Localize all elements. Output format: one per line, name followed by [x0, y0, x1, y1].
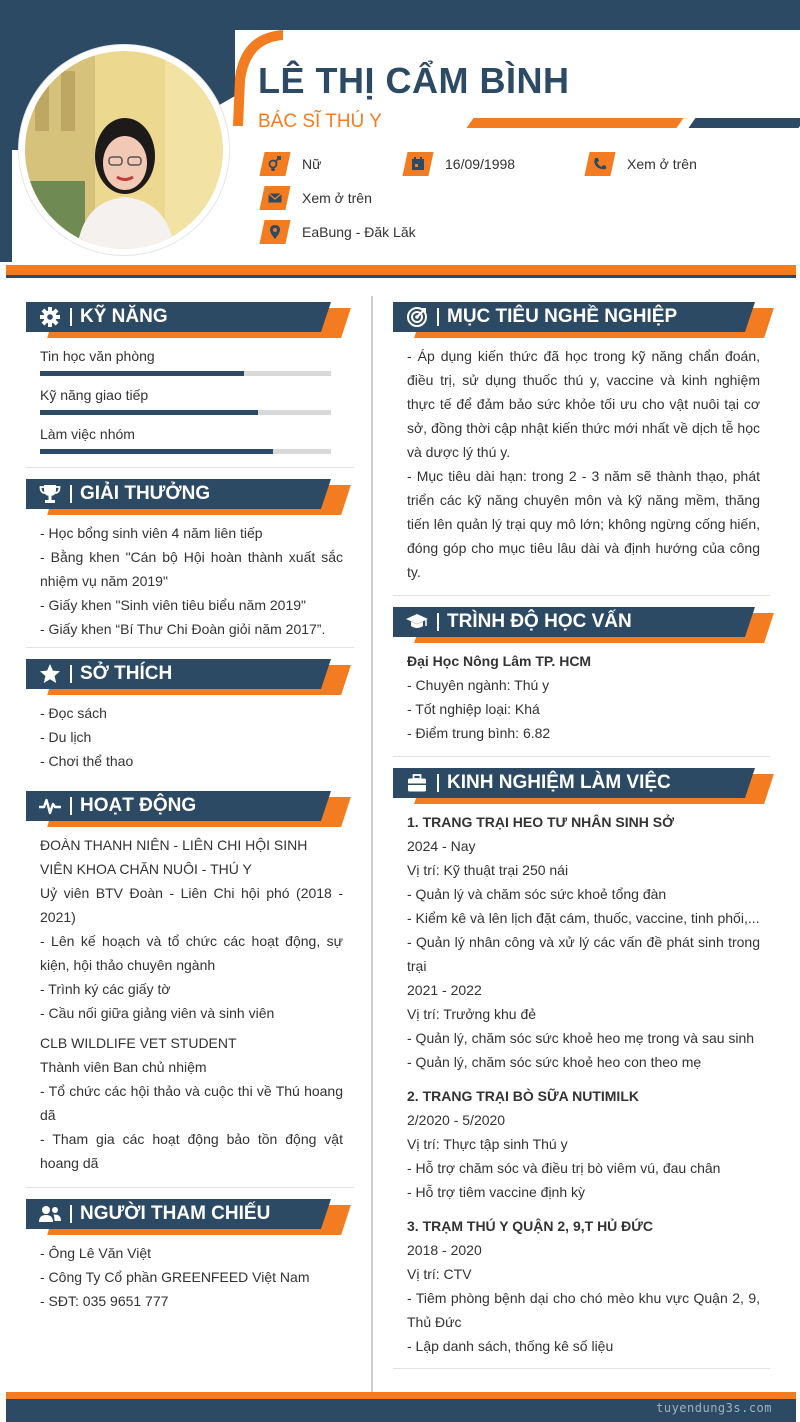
- school-name: Đại Học Nông Lâm TP. HCM: [407, 653, 592, 669]
- section-references-header: [26, 1199, 346, 1235]
- list-item: 2021 - 2022: [407, 982, 482, 998]
- separator: [26, 1187, 354, 1188]
- skill-label: Làm việc nhóm: [40, 426, 135, 442]
- skill-bar: [40, 410, 331, 415]
- references-title: NGƯỜI THAM CHIẾU: [80, 1203, 271, 1224]
- skills-title: KỸ NĂNG: [80, 306, 168, 327]
- gender-icon: [259, 152, 290, 176]
- section-objective-header: [393, 302, 773, 338]
- section-awards-header: [26, 479, 346, 515]
- list-item: - Công Ty Cổ phần GREENFEED Việt Nam: [40, 1269, 310, 1285]
- list-item: - Lên kế hoạch và tổ chức các hoạt động, sự kiện, hội thảo chuyên ngành: [40, 933, 343, 973]
- users-icon: [38, 1202, 62, 1226]
- footer-stripe-orange: [6, 1392, 796, 1399]
- address-value: EaBung - Đăk Lăk: [302, 224, 416, 240]
- hobbies-title: SỞ THÍCH: [80, 663, 173, 684]
- separator: [26, 647, 354, 648]
- header-stripe-orange: [6, 265, 796, 275]
- separator: [393, 756, 770, 757]
- skill-label: Tin học văn phòng: [40, 348, 155, 364]
- hobbies-list: [40, 701, 343, 773]
- education-title: TRÌNH ĐỘ HỌC VẤN: [447, 611, 632, 632]
- section-skills-header: [26, 302, 346, 338]
- list-item: Uỷ viên BTV Đoàn - Liên Chi hội phó (2018 - 2021): [40, 885, 343, 925]
- section-education-header: [393, 607, 773, 643]
- section-activities-header: [26, 791, 346, 827]
- list-item: Thành viên Ban chủ nhiệm: [40, 1059, 207, 1075]
- activity-org: CLB WILDLIFE VET STUDENT: [40, 1035, 237, 1051]
- list-item: - Quản lý nhân công và xử lý các vấn đề phát sinh trong trại: [407, 934, 760, 974]
- trophy-icon: [38, 482, 62, 506]
- objective-title: MỤC TIÊU NGHỀ NGHIỆP: [447, 306, 678, 327]
- awards-title: GIẢI THƯỞNG: [80, 483, 211, 504]
- activities-title: HOẠT ĐỘNG: [80, 795, 197, 816]
- watermark: tuyendung3s.com: [656, 1401, 772, 1415]
- list-item: - Lập danh sách, thống kê số liệu: [407, 1338, 614, 1354]
- briefcase-icon: [405, 771, 429, 795]
- list-item: Vị trí: Kỹ thuật trại 250 nái: [407, 862, 569, 878]
- candidate-name: LÊ THỊ CẨM BÌNH: [258, 60, 570, 101]
- list-item: - Chơi thể thao: [40, 753, 134, 769]
- skill-bar: [40, 449, 331, 454]
- activity-org: ĐOÀN THANH NIÊN - LIÊN CHI HỘI SINH VIÊN KHOA CHĂN NUÔI - THÚ Y: [40, 837, 308, 877]
- list-item: Vị trí: CTV: [407, 1266, 472, 1282]
- list-item: - Tốt nghiệp loại: Khá: [407, 701, 540, 717]
- paragraph: - Mục tiêu dài hạn: trong 2 - 3 năm sẽ thành thạo, phát triển các kỹ năng chuyên môn và kỹ năng mềm, thăng tiến lên quản lý trại quy mô lớn; không ngừng cống hiến, đóng góp cho mục tiêu lâu dài và định hướng của công ty.: [407, 468, 760, 580]
- list-item: - Giấy khen "Sinh viên tiêu biểu năm 2019": [40, 597, 306, 613]
- list-item: Vị trí: Trưởng khu đẻ: [407, 1006, 537, 1022]
- list-item: - Bằng khen "Cán bộ Hội hoàn thành xuất sắc nhiệm vụ năm 2019": [40, 549, 343, 589]
- list-item: Vị trí: Thực tập sinh Thú y: [407, 1136, 568, 1152]
- phone-value: Xem ở trên: [627, 156, 697, 172]
- list-item: - Cầu nối giữa giảng viên và sinh viên: [40, 1005, 275, 1021]
- job-title: BÁC SĨ THÚ Y: [258, 111, 382, 132]
- gear-icon: [38, 305, 62, 329]
- gender-value: Nữ: [302, 156, 322, 172]
- phone-icon: [584, 152, 615, 176]
- target-icon: [405, 305, 429, 329]
- list-item: - Trình ký các giấy tờ: [40, 981, 171, 997]
- list-item: - Quản lý, chăm sóc sức khoẻ heo mẹ trong và sau sinh: [407, 1030, 755, 1046]
- header-stripe-navy: [6, 275, 796, 278]
- list-item: - Ông Lê Văn Việt: [40, 1245, 152, 1261]
- references-list: [40, 1241, 343, 1313]
- header-accent-navy: [688, 118, 800, 128]
- calendar-icon: [402, 152, 433, 176]
- list-item: - Quản lý, chăm sóc sức khoẻ heo con theo mẹ: [407, 1054, 702, 1070]
- separator: [393, 595, 770, 596]
- education-details: [407, 649, 760, 745]
- separator: [393, 1368, 770, 1369]
- list-item: 2018 - 2020: [407, 1242, 482, 1258]
- skill-bar: [40, 371, 331, 376]
- list-item: - Học bổng sinh viên 4 năm liên tiếp: [40, 525, 263, 541]
- skill-label: Kỹ năng giao tiếp: [40, 387, 149, 403]
- experience-title: KINH NGHIỆM LÀM VIỆC: [447, 772, 671, 793]
- column-divider: [371, 296, 373, 1398]
- list-item: 2/2020 - 5/2020: [407, 1112, 506, 1128]
- info-birthday: [405, 152, 515, 176]
- section-hobbies-header: [26, 659, 346, 695]
- company-name: 1. TRANG TRẠI HEO TƯ NHÂN SINH SỞ: [407, 814, 675, 830]
- avatar: [19, 45, 229, 255]
- info-email: [262, 186, 372, 210]
- paragraph: - Áp dụng kiến thức đã học trong kỹ năng chẩn đoán, điều trị, sử dụng thuốc thú y, vaccine và kinh nghiệm thực tế để đảm bảo sức khỏe tối ưu cho vật nuôi tại cơ sở, đồng thời cập nhật kiến thức mới nhất về dịch tễ học và dược lý thú y.: [407, 348, 760, 460]
- list-item: - SĐT: 035 9651 777: [40, 1293, 169, 1309]
- skill-bar-fill: [40, 449, 273, 454]
- list-item: - Hỗ trợ tiêm vaccine định kỳ: [407, 1184, 586, 1200]
- info-address: [262, 220, 416, 244]
- info-gender: [262, 152, 321, 176]
- separator: [26, 467, 354, 468]
- email-icon: [259, 186, 290, 210]
- list-item: - Chuyên ngành: Thú y: [407, 677, 550, 693]
- header-accent-orange: [466, 118, 683, 128]
- awards-list: [40, 521, 343, 641]
- experience-list: [407, 810, 760, 1358]
- email-value: Xem ở trên: [302, 190, 372, 206]
- list-item: - Du lịch: [40, 729, 92, 745]
- company-name: 2. TRANG TRẠI BÒ SỮA NUTIMILK: [407, 1088, 639, 1104]
- graduation-cap-icon: [405, 610, 429, 634]
- header-top-band: [0, 0, 800, 30]
- location-icon: [259, 220, 290, 244]
- objective-text: [407, 344, 760, 584]
- list-item: - Kiểm kê và lên lịch đặt cám, thuốc, vaccine, tinh phối,...: [407, 910, 760, 926]
- list-item: - Quản lý và chăm sóc sức khoẻ tổng đàn: [407, 886, 667, 902]
- list-item: - Tiêm phòng bệnh dại cho chó mèo khu vực Quận 2, 9, Thủ Đức: [407, 1290, 760, 1330]
- activities-list: [40, 833, 343, 1175]
- list-item: 2024 - Nay: [407, 838, 476, 854]
- list-item: - Tổ chức các hội thảo và cuộc thi về Thú hoang dã: [40, 1083, 343, 1123]
- list-item: - Giấy khen “Bí Thư Chi Đoàn giỏi năm 2017”.: [40, 621, 326, 637]
- info-phone: [587, 152, 697, 176]
- list-item: - Điểm trung bình: 6.82: [407, 725, 551, 741]
- skill-bar-fill: [40, 410, 258, 415]
- company-name: 3. TRẠM THÚ Y QUẬN 2, 9,T HỦ ĐỨC: [407, 1218, 654, 1234]
- pulse-icon: [38, 794, 62, 818]
- list-item: - Hỗ trợ chăm sóc và điều trị bò viêm vú, đau chân: [407, 1160, 721, 1176]
- skill-bar-fill: [40, 371, 244, 376]
- birthday-value: 16/09/1998: [445, 156, 516, 172]
- list-item: - Đọc sách: [40, 705, 107, 721]
- section-experience-header: [393, 768, 773, 804]
- list-item: - Tham gia các hoạt động bảo tồn động vật hoang dã: [40, 1131, 343, 1171]
- star-icon: [38, 662, 62, 686]
